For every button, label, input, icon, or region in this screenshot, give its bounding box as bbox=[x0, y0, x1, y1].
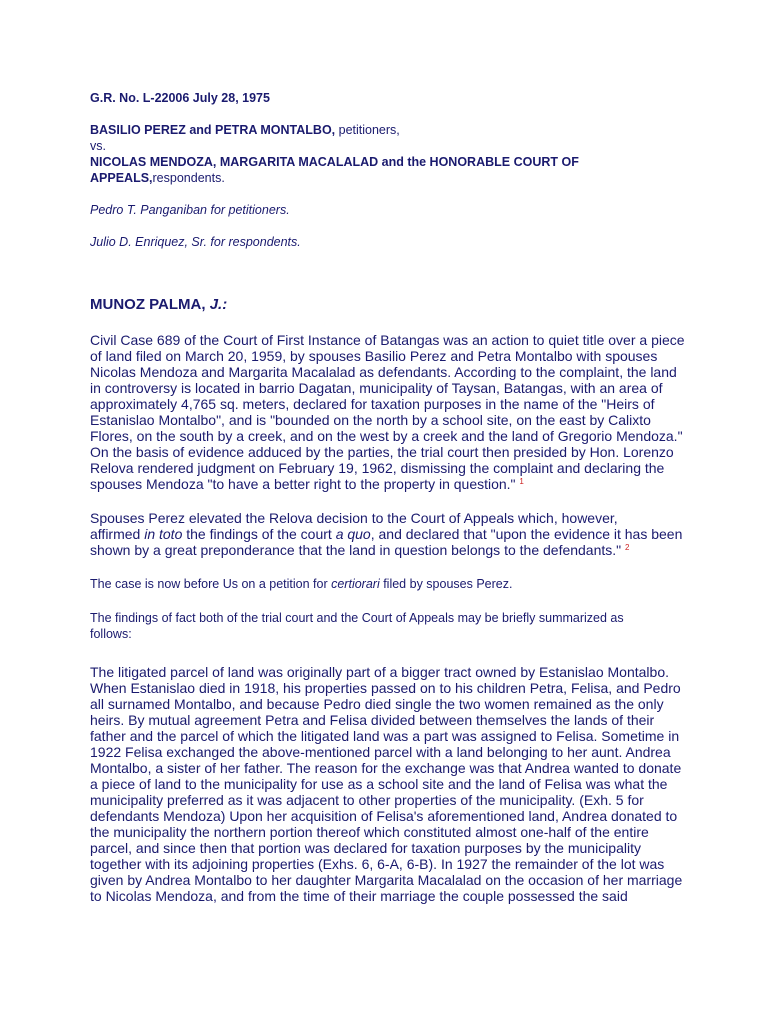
paragraph-2 bbox=[90, 510, 690, 558]
paragraph-line: Nicolas Mendoza and Margarita Macalalad as defendants. According to the complaint, the land bbox=[90, 364, 677, 380]
paragraph-line: Flores, on the south by a creek, and on the west by a creek and the land of Gregorio Mendoza." bbox=[90, 428, 683, 444]
paragraph-line: Estanislao Montalbo", and is "bounded on the north by a school site, on the east by Calixto bbox=[90, 412, 651, 428]
paragraph-line: When Estanislao died in 1918, his properties passed on to his children Petra, Felisa, and Pedro bbox=[90, 680, 681, 696]
petitioners-role: petitioners, bbox=[335, 123, 400, 137]
paragraph-line: parcel, and since then that portion was declared for taxation purposes by the municipality bbox=[90, 840, 641, 856]
paragraph-line: follows: bbox=[90, 627, 132, 641]
paragraph-line: The litigated parcel of land was originally part of a bigger tract owned by Estanislao Montalbo. bbox=[90, 664, 669, 680]
respondents-names-line1: NICOLAS MENDOZA, MARGARITA MACALALAD and the HONORABLE COURT OF bbox=[90, 155, 579, 169]
counsel-petitioners: Pedro T. Panganiban for petitioners. bbox=[90, 203, 290, 217]
paragraph-text: shown by a great preponderance that the land in question belongs to the defendants." bbox=[90, 542, 626, 558]
respondents-role: respondents. bbox=[152, 171, 225, 185]
paragraph-line: approximately 4,765 sq. meters, declared for taxation purposes in the name of the "Heirs of bbox=[90, 396, 655, 412]
paragraph-line: Spouses Perez elevated the Relova decision to the Court of Appeals which, however, bbox=[90, 510, 618, 526]
ponente-title: J.: bbox=[209, 296, 228, 313]
paragraph-3 bbox=[90, 576, 690, 592]
paragraph-line: The findings of fact both of the trial court and the Court of Appeals may be briefly summarized as bbox=[90, 611, 624, 625]
paragraph-text: spouses Mendoza "to have a better right to the property in question." bbox=[90, 476, 520, 492]
paragraph-line: defendants Mendoza) Upon her acquisition of Felisa's aforementioned land, Andrea donated to bbox=[90, 808, 678, 824]
paragraph-line: in controversy is located in barrio Dagatan, municipality of Taysan, Batangas, with an area of bbox=[90, 380, 663, 396]
case-number: G.R. No. L-22006 July 28, 1975 bbox=[90, 91, 270, 105]
paragraph-text: The case is now before Us on a petition for bbox=[90, 577, 332, 591]
paragraph-line: Montalbo, a sister of her father. The reason for the exchange was that Andrea wanted to donate bbox=[90, 760, 682, 776]
petitioners-line bbox=[90, 122, 690, 138]
ponente bbox=[90, 296, 690, 314]
parties-block bbox=[90, 122, 690, 186]
paragraph-line: the municipality the northern portion thereof which constituted almost one-half of the entire bbox=[90, 824, 649, 840]
ponente-name: MUNOZ PALMA, bbox=[90, 296, 210, 313]
paragraph-line-last bbox=[90, 542, 690, 558]
paragraph-line: heirs. By mutual agreement Petra and Felisa divided between themselves the lands of their bbox=[90, 712, 655, 728]
latin-term: in toto bbox=[144, 526, 183, 542]
footnote-link-1[interactable]: 1 bbox=[519, 477, 524, 486]
paragraph-line: together with its adjoining properties (Exhs. 6, 6-A, 6-B). In 1927 the remainder of the lot was bbox=[90, 856, 665, 872]
paragraph-line: to Nicolas Mendoza, and from the time of their marriage the couple possessed the said bbox=[90, 888, 628, 904]
paragraph-text: the findings of the court bbox=[182, 526, 336, 542]
paragraph-line: all surnamed Montalbo, and because Pedro died single the two women remained as the only bbox=[90, 696, 664, 712]
document-page bbox=[90, 88, 690, 904]
latin-term: a quo bbox=[335, 526, 371, 542]
paragraph-line: Civil Case 689 of the Court of First Instance of Batangas was an action to quiet title over a piece bbox=[90, 332, 685, 348]
counsel-respondents: Julio D. Enriquez, Sr. for respondents. bbox=[90, 235, 301, 249]
paragraph-line: municipality preferred as it was adjacent to other properties of the municipality. (Exh. 5 for bbox=[90, 792, 644, 808]
latin-term: certiorari bbox=[331, 577, 380, 591]
paragraph-line: 1922 Felisa exchanged the above-mentioned parcel with a land belonging to her aunt. Andrea bbox=[90, 744, 671, 760]
paragraph-line: Relova rendered judgment on February 19, 1962, dismissing the complaint and declaring the bbox=[90, 460, 665, 476]
paragraph-line-last bbox=[90, 476, 690, 492]
respondents-line bbox=[90, 170, 690, 186]
respondents-names-line2: APPEALS, bbox=[90, 171, 153, 185]
footnote-link-2[interactable]: 2 bbox=[625, 543, 630, 552]
paragraph-5 bbox=[90, 664, 690, 904]
paragraph-4 bbox=[90, 610, 690, 642]
petitioners-names: BASILIO PEREZ and PETRA MONTALBO, bbox=[90, 123, 336, 137]
paragraph-line: of land filed on March 20, 1959, by spouses Basilio Perez and Petra Montalbo with spouses bbox=[90, 348, 658, 364]
paragraph-line: father and the parcel of which the litigated land was a part was assigned to Felisa. Sometime in bbox=[90, 728, 680, 744]
paragraph-line: On the basis of evidence adduced by the parties, the trial court then presided by Hon. Lorenzo bbox=[90, 444, 674, 460]
paragraph-line: given by Andrea Montalbo to her daughter Margarita Macalalad on the occasion of her marriage bbox=[90, 872, 683, 888]
paragraph-line bbox=[90, 526, 690, 542]
paragraph-1 bbox=[90, 332, 690, 492]
paragraph-line: a piece of land to the municipality for use as a school site and the land of Felisa was what the bbox=[90, 776, 668, 792]
paragraph-text: affirmed bbox=[90, 526, 145, 542]
paragraph-text: filed by spouses Perez. bbox=[379, 577, 513, 591]
versus: vs. bbox=[90, 139, 106, 153]
paragraph-text: , and declared that "upon the evidence it has been bbox=[370, 526, 683, 542]
